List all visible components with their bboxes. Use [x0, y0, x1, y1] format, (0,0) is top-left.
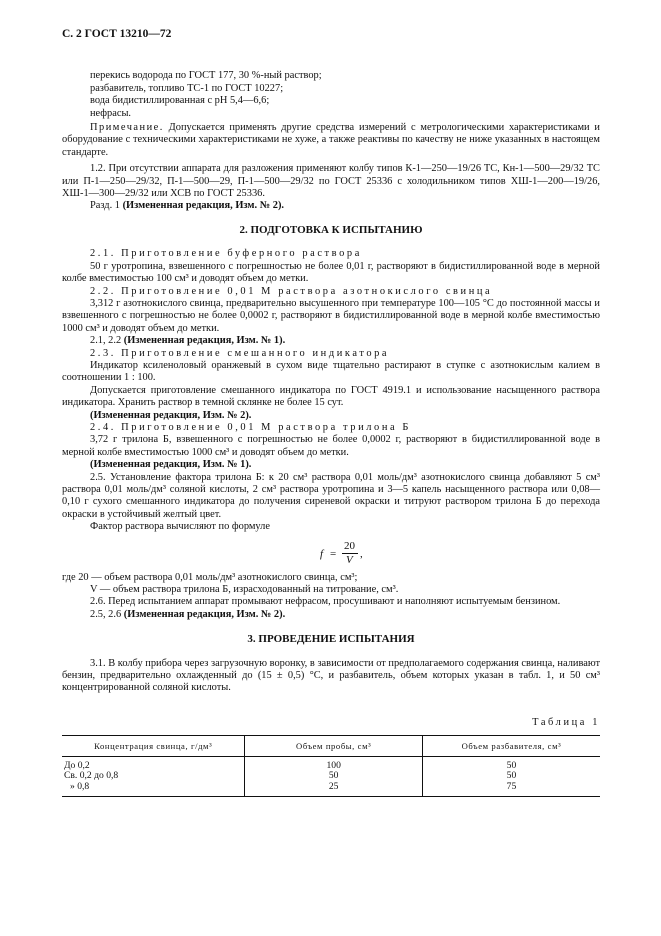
razd1-lead: Разд. 1 — [90, 200, 123, 212]
clause-2-3-text2: Допускается приготовление смешанного индикатора по ГОСТ 4919.1 и использование насыщенного раствора индикатора. Хранить раствор в темной склянке не более 15 сут. — [62, 384, 600, 409]
edition-bold: (Измененная редакция, Изм. № 2). — [123, 608, 286, 620]
clause-2-4-title: 2.4. Приготовление 0,01 М раствора трилона Б — [90, 421, 411, 433]
clause-2-3-edition — [62, 410, 600, 422]
clause-2-1-2-edition — [62, 335, 600, 347]
table-cell: 50 — [422, 771, 600, 782]
clause-1-2: 1.2. При отсутствии аппарата для разложения применяют колбу типов К-1—250—19/26 ТС, Кн-1—500—29/32 ТС или П-1—250—29/32, П-1—500—29, П-1—500—29/32 по ГОСТ 25336 с холодильником типов ХШ-1—200—19/26, ХШ-1—300—29/32 или ХСВ по ГОСТ 25336. — [62, 163, 600, 200]
column-header: Концентрация свинца, г/дм³ — [62, 736, 245, 757]
column-header: Объем разбавителя, см³ — [422, 736, 600, 757]
clause-3-1-text: 3.1. В колбу прибора через загрузочную воронку, в зависимости от предполагаемого содержания свинца, наливают бензин, предварительно охлажденный до (15 ± 0,5) °С, и разбавитель, объем которых указан в табл. 1, и 50 см³ концентрированной соляной кислоты. — [62, 657, 600, 694]
reagent-item: перекись водорода по ГОСТ 177, 30 %-ный раствор; — [90, 70, 322, 82]
clause-2-4-edition — [62, 459, 600, 471]
note-paragraph — [62, 122, 600, 159]
table-row — [62, 782, 600, 796]
table-cell: 25 — [245, 782, 423, 796]
edition-bold: (Измененная редакция, Изм. № 1). — [123, 335, 286, 347]
clause-2-3-title: 2.3. Приготовление смешанного индикатора — [90, 347, 390, 359]
clause-2-1-text: 50 г уротропина, взвешенного с погрешностью не более 0,01 г, растворяют в бидистиллированной воде в мерной колбе вместимостью 100 см³ и доводят объем до метки. — [62, 260, 600, 285]
reagent-item: нефрасы. — [90, 107, 132, 119]
clause-2-6-text: 2.6. Перед испытанием аппарат промывают нефрасом, просушивают и наполняют испытуемым бензином. — [90, 596, 561, 608]
razd1-edition — [62, 200, 600, 212]
where-line-1: где 20 — объем раствора 0,01 моль/дм³ азотнокислого свинца, см³; — [62, 571, 358, 583]
where-line-2: V — объем раствора трилона Б, израсходованный на титрование, см³. — [90, 584, 399, 596]
clause-2-5-text: 2.5. Установление фактора трилона Б: к 20 см³ раствора 0,01 моль/дм³ азотнокислого свинца добавляют 5 см³ раствора 0,01 моль/дм³ соляной кислоты, 2 см³ раствора уротропина и 3—5 капель насыщенного раствора или 0,08—0,10 г сухого смешанного индикатора до получения сиреневой окраски и титруют раствором трилона Б до перехода окраски в устойчивый желтый цвет. — [62, 471, 600, 520]
clause-2-1-title: 2.1. Приготовление буферного раствора — [90, 248, 362, 260]
clause-2-2-text: 3,312 г азотнокислого свинца, предварительно высушенного при температуре 100—105 °С до постоянной массы и взвешенного с погрешностью не более 0,0002 г, растворяют в бидистиллированной воде в мерной колбе вместимостью 1000 см³ и доводят объем до метки. — [62, 297, 600, 334]
lead-concentration-table — [62, 735, 600, 796]
table-cell: 50 — [422, 756, 600, 771]
section-3-title: 3. ПРОВЕДЕНИЕ ИСПЫТАНИЯ — [247, 633, 415, 646]
formula-lhs: f — [320, 547, 324, 560]
edition-bold: (Измененная редакция, Изм. № 1). — [90, 459, 252, 471]
clause-2-3-text: Индикатор ксиленоловый оранжевый в сухом виде тщательно растирают в ступке с азотнокислым калием в соотношении 1 : 100. — [62, 359, 600, 384]
table-header-row — [62, 736, 600, 757]
razd1-bold: (Измененная редакция, Изм. № 2). — [122, 200, 284, 212]
table-cell: Св. 0,2 до 0,8 — [64, 770, 119, 782]
clause-2-2-title: 2.2. Приготовление 0,01 М раствора азотнокислого свинца — [90, 285, 493, 297]
document-page — [62, 28, 600, 797]
edition-bold: (Измененная редакция, Изм. № 2). — [90, 409, 252, 421]
page-header: С. 2 ГОСТ 13210—72 — [62, 28, 172, 40]
table-cell: 75 — [422, 782, 600, 796]
table-caption: Таблица 1 — [532, 716, 600, 728]
formula-denominator: V — [346, 553, 353, 566]
clause-2-5-2-6-edition — [62, 609, 600, 621]
note-text: Допускается применять другие средства измерений с метрологическими характеристиками и оборудование с техническими характеристиками не хуже, а также реактивы по качеству не ниже указанных в настоящем стандарте. — [62, 122, 600, 158]
formula-equals: = — [330, 547, 337, 560]
reagent-item: вода бидистиллированная с рН 5,4—6,6; — [90, 95, 270, 107]
table-cell: 100 — [245, 756, 423, 771]
table-cell: До 0,2 — [64, 759, 90, 771]
formula-intro: Фактор раствора вычисляют по формуле — [90, 521, 270, 533]
table-row — [62, 756, 600, 771]
edition-lead: 2.1, 2.2 — [90, 335, 124, 347]
table-cell: » 0,8 — [62, 782, 245, 796]
reagent-item: разбавитель, топливо ТС-1 по ГОСТ 10227; — [90, 82, 284, 94]
edition-lead: 2.5, 2.6 — [90, 608, 124, 620]
section-2-title: 2. ПОДГОТОВКА К ИСПЫТАНИЮ — [239, 223, 423, 236]
column-header: Объем пробы, см³ — [245, 736, 423, 757]
formula-numerator: 20 — [344, 539, 355, 552]
note-label: Примечание. — [90, 122, 164, 134]
formula — [320, 540, 600, 568]
table-cell: 50 — [245, 771, 423, 782]
clause-2-4-text: 3,72 г трилона Б, взвешенного с погрешностью не более 0,0002 г, растворяют в бидистиллированной воде в мерной колбе вместимостью 1000 см³ и доводят объем до метки. — [62, 434, 600, 458]
formula-tail: , — [360, 547, 363, 560]
